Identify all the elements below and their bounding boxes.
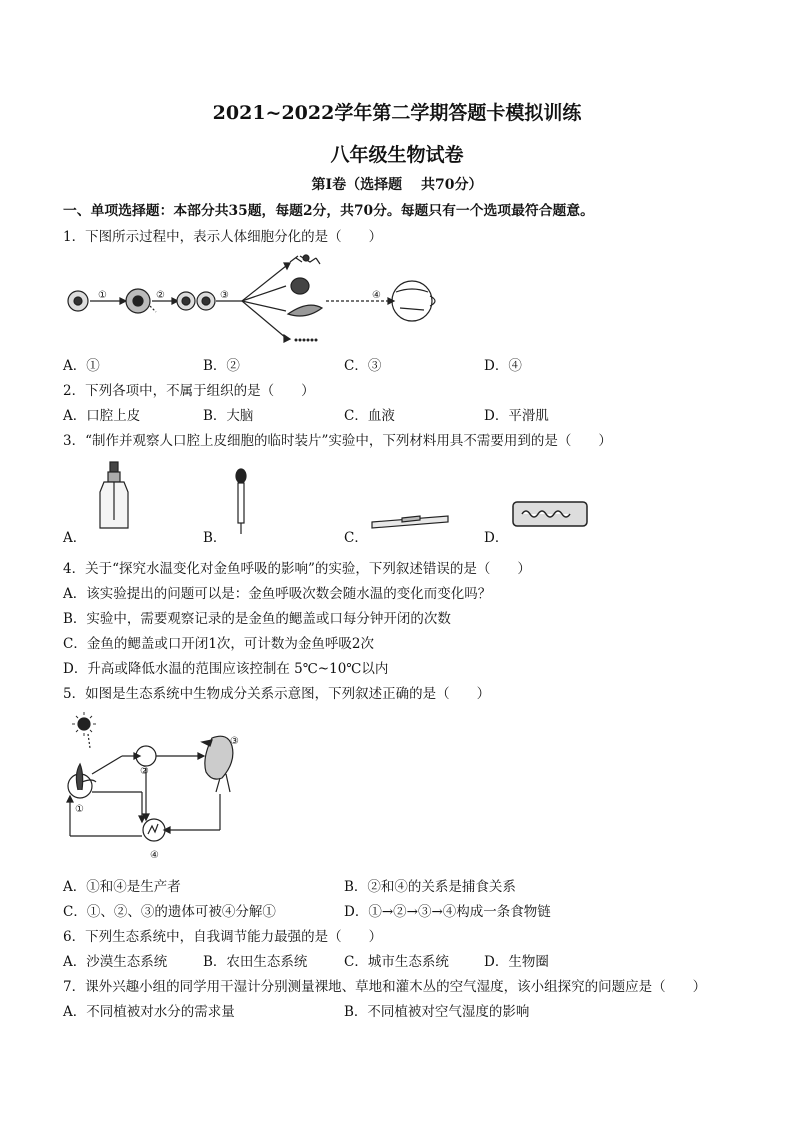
q5-option-d[interactable]: D．①→②→③→④构成一条食物链 (344, 904, 551, 920)
figure-label-2: ② (156, 290, 165, 301)
question-3-stem: 3．“制作并观察人口腔上皮细胞的临时装片”实验中，下列材料用具不需要用到的是（ ） (63, 433, 612, 449)
q3-option-b[interactable]: B． (203, 530, 227, 546)
glass-slide-icon (368, 512, 452, 530)
question-6-stem: 6．下列生态系统中，自我调节能力最强的是（ ） (63, 929, 383, 945)
eco-label-1: ① (75, 804, 84, 815)
q4-option-a[interactable]: A．该实验提出的问题可以是：金鱼呼吸次数会随水温的变化而变化吗？ (63, 586, 492, 602)
q2-option-a[interactable]: A．口腔上皮 (63, 408, 141, 424)
q4-option-d[interactable]: D．升高或降低水温的范围应该控制在 5℃~10℃以内 (63, 661, 389, 677)
q1-option-d[interactable]: D．④ (484, 358, 522, 374)
section-instruction: 一、单项选择题：本部分共35题，每题2分，共70分。每题只有一个选项最符合题意。 (63, 203, 594, 219)
question-4-stem: 4．关于“探究水温变化对金鱼呼吸的影响”的实验，下列叙述错误的是（ ） (63, 561, 531, 577)
figure-label-3: ③ (220, 290, 229, 301)
q3-option-a[interactable]: A． (63, 530, 87, 546)
q5-option-a[interactable]: A．①和④是生产者 (63, 879, 181, 895)
q6-option-a[interactable]: A．沙漠生态系统 (63, 954, 168, 970)
q1-option-a[interactable]: A．① (63, 358, 100, 374)
eco-label-3: ③ (230, 736, 239, 747)
q4-option-b[interactable]: B．实验中，需要观察记录的是金鱼的鳃盖或口每分钟开闭的次数 (63, 611, 451, 627)
q7-option-a[interactable]: A．不同植被对水分的需求量 (63, 1004, 235, 1020)
eco-label-2: ② (140, 766, 149, 777)
figure-label-4: ④ (372, 290, 381, 301)
ecosystem-figure (62, 712, 252, 864)
q6-option-c[interactable]: C．城市生态系统 (344, 954, 449, 970)
q2-option-b[interactable]: B．大脑 (203, 408, 254, 424)
q6-option-b[interactable]: B．农田生态系统 (203, 954, 308, 970)
question-7-stem: 7．课外兴趣小组的同学用干湿计分别测量裸地、草地和灌木丛的空气湿度，该小组探究的问题应是（ ） (63, 979, 707, 995)
section-heading: 第Ⅰ卷（选择题 共70分） (311, 177, 483, 193)
exam-title: 2021~2022学年第二学期答题卡模拟训练 (212, 102, 582, 124)
q5-option-b[interactable]: B．②和④的关系是捕食关系 (344, 879, 516, 895)
question-5-stem: 5．如图是生态系统中生物成分关系示意图，下列叙述正确的是（ ） (63, 686, 491, 702)
dropper-bottle-icon (96, 460, 132, 532)
q1-option-c[interactable]: C．③ (344, 358, 382, 374)
question-2-stem: 2．下列各项中，不属于组织的是（ ） (63, 383, 315, 399)
q4-option-c[interactable]: C．金鱼的鳃盖或口开闭1次，可计数为金鱼呼吸2次 (63, 636, 375, 652)
q1-option-b[interactable]: B．② (203, 358, 240, 374)
exam-subtitle: 八年级生物试卷 (330, 144, 464, 166)
eco-label-4: ④ (150, 850, 159, 861)
question-1-stem: 1．下图所示过程中，表示人体细胞分化的是（ ） (63, 229, 383, 245)
dropper-icon (234, 468, 248, 536)
q3-option-c[interactable]: C． (344, 530, 368, 546)
q7-option-b[interactable]: B．不同植被对空气湿度的影响 (344, 1004, 530, 1020)
figure-label-1: ① (98, 290, 107, 301)
razor-blade-icon (510, 498, 590, 530)
q2-option-d[interactable]: D．平滑肌 (484, 408, 549, 424)
q2-option-c[interactable]: C．血液 (344, 408, 395, 424)
q6-option-d[interactable]: D．生物圈 (484, 954, 549, 970)
cell-differentiation-figure (60, 248, 450, 348)
q5-option-c[interactable]: C．①、②、③的遗体可被④分解① (63, 904, 276, 920)
q3-option-d[interactable]: D． (484, 530, 509, 546)
